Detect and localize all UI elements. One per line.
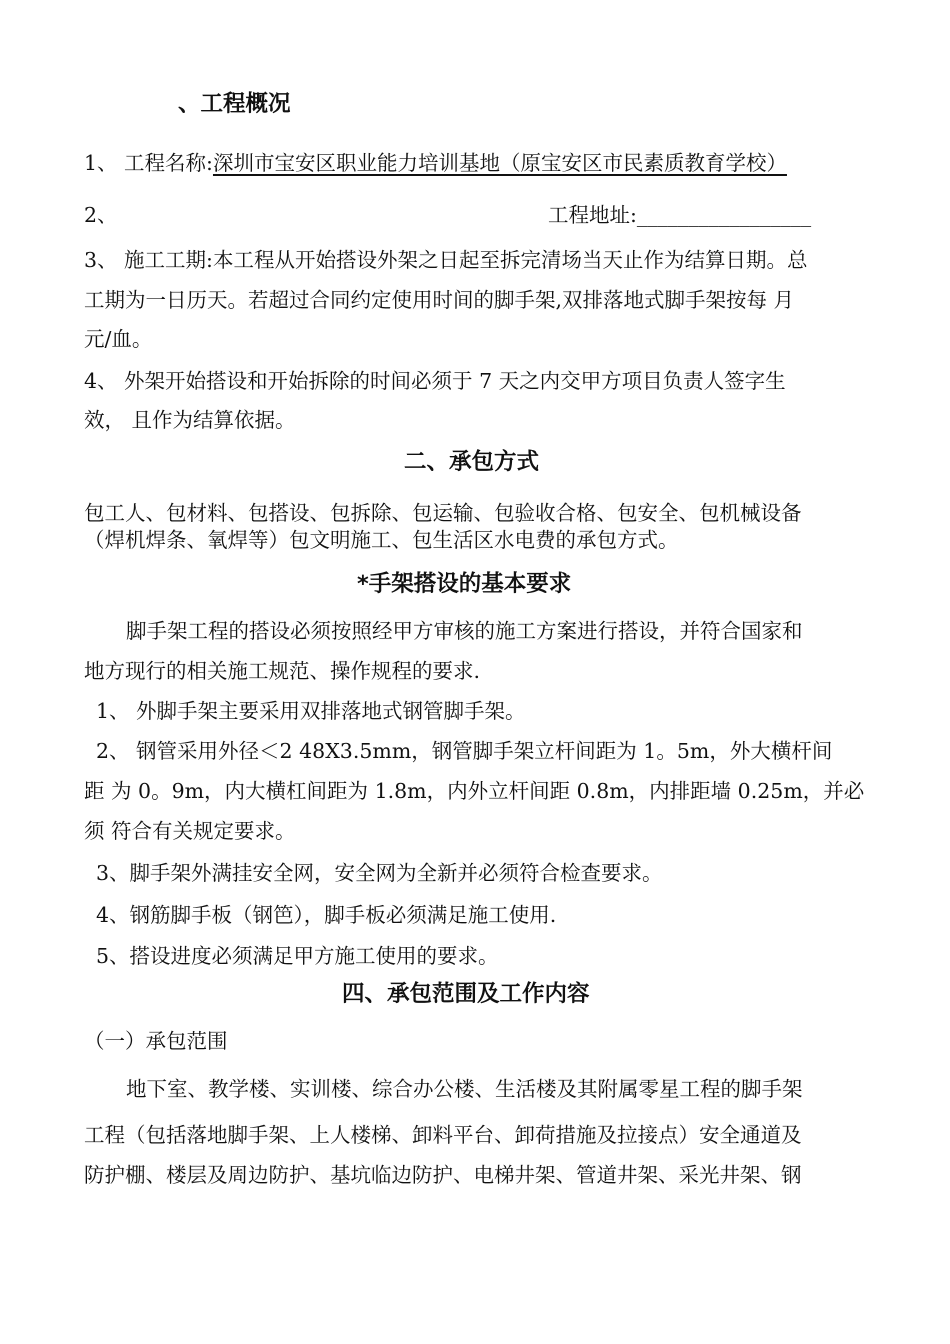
contract-method-line1: 包工人、包材料、包搭设、包拆除、包运输、包验收合格、包安全、包机械设备	[84, 501, 802, 525]
requirement-item-1: 1、 外脚手架主要采用双排落地式钢管脚手架。	[96, 699, 526, 723]
requirement-item-2-line3: 须 符合有关规定要求。	[84, 819, 296, 843]
section-heading-basic-requirements: *手架搭设的基本要求	[357, 571, 572, 597]
scope-paragraph-line2: 工程（包括落地脚手架、上人楼梯、卸料平台、卸荷措施及拉接点）安全通道及	[84, 1123, 802, 1147]
section-heading-project-overview: 、工程概况	[178, 91, 291, 117]
requirement-item-4: 4、钢筋脚手板（钢笆），脚手板必须满足施工使用.	[96, 903, 557, 927]
item-address-label: 工程地址:	[548, 203, 637, 227]
item-construction-period-line3: 元/血。	[84, 327, 153, 351]
contract-method-line2: （焊机焊条、氧焊等）包文明施工、包生活区水电费的承包方式。	[84, 528, 679, 552]
requirements-intro-line2: 地方现行的相关施工规范、操作规程的要求.	[84, 659, 481, 683]
requirement-item-2-line2: 距 为 0。9m，内大横杠间距为 1.8m，内外立杆间距 0.8m，内排距墙 0.25m，并必	[84, 779, 865, 803]
scope-paragraph-line3: 防护棚、楼层及周边防护、基坑临边防护、电梯井架、管道井架、采光井架、钢	[84, 1163, 802, 1187]
scope-subheading: （一）承包范围	[84, 1029, 228, 1053]
item-project-name	[84, 150, 787, 176]
item-address-number: 2、	[84, 203, 118, 227]
item-project-name-label: 1、 工程名称:	[84, 151, 213, 175]
item-construction-period-line2: 工期为一日历天。若超过合同约定使用时间的脚手架,双排落地式脚手架按每 月	[84, 288, 795, 312]
requirement-item-3: 3、脚手架外满挂安全网，安全网为全新并必须符合检查要求。	[96, 861, 663, 885]
item-erection-time-line1: 4、 外架开始搭设和开始拆除的时间必须于 7 天之内交甲方项目负责人签字生	[84, 369, 786, 393]
item-erection-time-line2: 效， 且作为结算依据。	[84, 408, 296, 432]
requirement-item-5: 5、搭设进度必须满足甲方施工使用的要求。	[96, 944, 499, 968]
requirements-intro-line1: 脚手架工程的搭设必须按照经甲方审核的施工方案进行搭设，并符合国家和	[126, 619, 803, 643]
item-address-blank: _________________	[636, 203, 812, 227]
item-address-label-row	[548, 202, 811, 228]
section-heading-contract-method: 二、承包方式	[404, 449, 540, 475]
item-project-name-value: 深圳市宝安区职业能力培训基地（原宝安区市民素质教育学校）	[212, 151, 787, 175]
item-project-address	[84, 202, 118, 228]
section-heading-scope-of-work: 四、承包范围及工作内容	[342, 981, 590, 1007]
item-construction-period-line1: 3、 施工工期:本工程从开始搭设外架之日起至拆完清场当天止作为结算日期。总	[84, 248, 808, 272]
scope-paragraph-line1: 地下室、教学楼、实训楼、综合办公楼、生活楼及其附属零星工程的脚手架	[126, 1077, 803, 1101]
requirement-item-2-line1: 2、 钢管采用外径＜2 48X3.5mm，钢管脚手架立杆间距为 1。5m，外大横杆间	[96, 739, 833, 763]
